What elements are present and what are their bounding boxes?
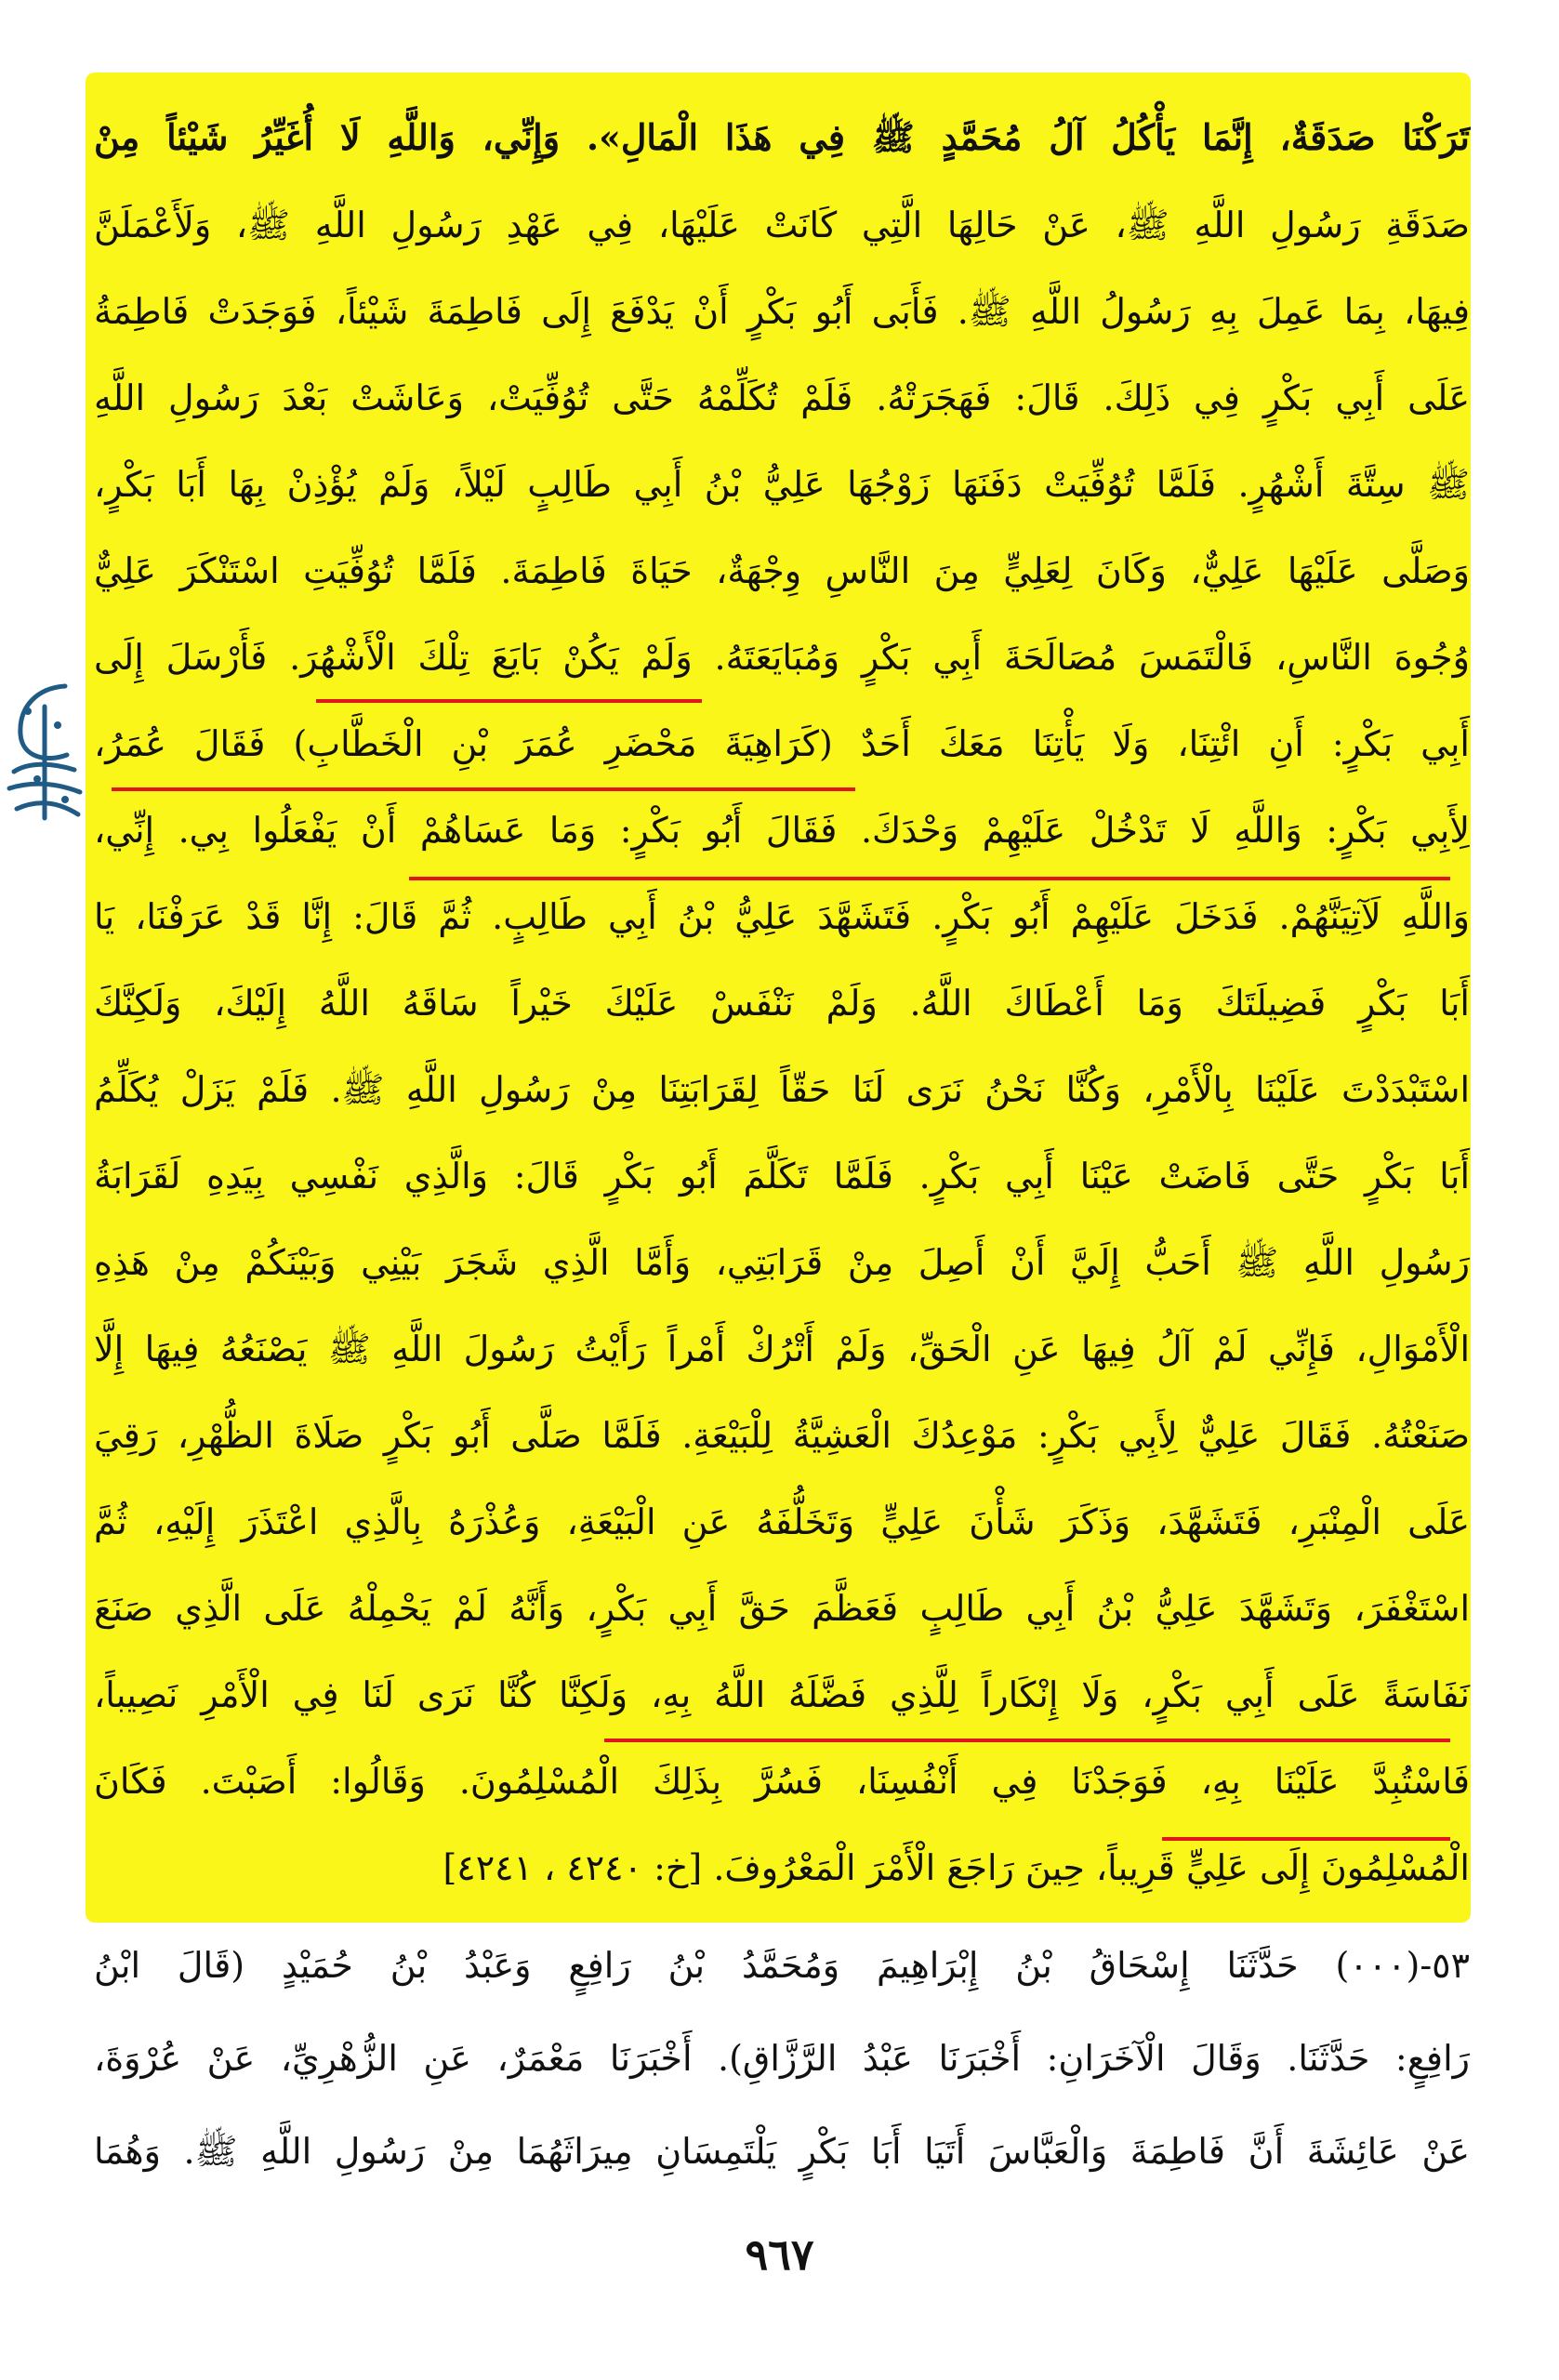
text-line: فَاسْتُبِدَّ عَلَيْنَا بِهِ، فَوَجَدْنَا فِي أَنْفُسِنَا، فَسُرَّ بِذَلِكَ الْمُسْلِمُونَ. وَقَالُوا: أَصَبْتَ. فَكَانَ: [94, 1761, 1470, 1802]
text-line: أَبَا بَكْرٍ فَضِيلَتَكَ وَمَا أَعْطَاكَ اللَّهُ. وَلَمْ نَنْفَسْ عَلَيْكَ خَيْراً سَاقَهُ اللَّهُ إِلَيْكَ، وَلَكِنَّكَ: [94, 983, 1470, 1024]
text-line: عَلَى أَبِي بَكْرٍ فِي ذَلِكَ. قَالَ: فَهَجَرَتْهُ. فَلَمْ تُكَلِّمْهُ حَتَّى تُوُفِّيَتْ، وَعَاشَتْ بَعْدَ رَسُولِ اللَّهِ: [94, 377, 1470, 418]
red-underline: [409, 877, 1450, 880]
text-line: أَبِي بَكْرٍ: أَنِ ائْتِنَا، وَلَا يَأْتِنَا مَعَكَ أَحَدٌ (كَرَاهِيَةَ مَحْضَرِ عُمَرَ بْنِ الْخَطَّابِ) فَقَالَ عُمَرُ،: [94, 723, 1470, 764]
text-line: ﷺ سِتَّةَ أَشْهُرٍ. فَلَمَّا تُوُفِّيَتْ دَفَنَهَا زَوْجُهَا عَلِيُّ بْنُ أَبِي طَالِبٍ لَيْلاً، وَلَمْ يُؤْذِنْ بِهَا أَبَا بَكْرٍ،: [94, 464, 1470, 505]
text-line: الْأَمْوَالِ، فَإِنِّي لَمْ آلُ فِيهَا عَنِ الْحَقِّ، وَلَمْ أَتْرُكْ أَمْراً رَأَيْتُ رَسُولَ اللَّهِ ﷺ يَصْنَعُهُ فِيهَا إِلَّا: [94, 1329, 1470, 1369]
text-line: وَاللَّهِ لَآتِيَنَّهُمْ. فَدَخَلَ عَلَيْهِمْ أَبُو بَكْرٍ. فَتَشَهَّدَ عَلِيُّ بْنُ أَبِي طَالِبٍ. ثُمَّ قَالَ: إِنَّا قَدْ عَرَفْنَا، يَا: [94, 896, 1470, 937]
page-number: ٩٦٧: [745, 2229, 814, 2280]
red-underline: [316, 699, 702, 703]
footer-line: عَنْ عَائِشَةَ أَنَّ فَاطِمَةَ وَالْعَبَّاسَ أَتَيَا أَبَا بَكْرٍ يَلْتَمِسَانِ مِيرَاثَهُمَا مِنْ رَسُولِ اللَّهِ ﷺ. وَهُمَا: [94, 2131, 1470, 2172]
text-line: تَرَكْنَا صَدَقَةٌ، إِنَّمَا يَأْكُلُ آلُ مُحَمَّدٍ ﷺ فِي هَذَا الْمَالِ». وَإِنِّي، وَاللَّهِ لَا أُغَيِّرُ شَيْئاً مِنْ: [94, 116, 1470, 158]
text-line: وُجُوهَ النَّاسِ، فَالْتَمَسَ مُصَالَحَةَ أَبِي بَكْرٍ وَمُبَايَعَتَهُ. وَلَمْ يَكُنْ بَايَعَ تِلْكَ الْأَشْهُرَ. فَأَرْسَلَ إِلَى: [94, 637, 1470, 678]
text-line: صَدَقَةِ رَسُولِ اللَّهِ ﷺ، عَنْ حَالِهَا الَّتِي كَانَتْ عَلَيْهَا، فِي عَهْدِ رَسُولِ اللَّهِ ﷺ، وَلَأَعْمَلَنَّ: [94, 205, 1470, 245]
footer-line: ٥٣-(٠٠٠) حَدَّثَنَا إِسْحَاقُ بْنُ إِبْرَاهِيمَ وَمُحَمَّدُ بْنُ رَافِعٍ وَعَبْدُ بْنُ حُمَيْدٍ (قَالَ ابْنُ: [94, 1945, 1470, 1986]
text-line: الْمُسْلِمُونَ إِلَى عَلِيٍّ قَرِيباً، حِينَ رَاجَعَ الْأَمْرَ الْمَعْرُوفَ. [خ: ٤٢٤٠ ، ٤٢٤١]: [443, 1847, 1470, 1888]
red-underline: [604, 1739, 1450, 1742]
text-line: صَنَعْتُهُ. فَقَالَ عَلِيٌّ لِأَبِي بَكْرٍ: مَوْعِدُكَ الْعَشِيَّةُ لِلْبَيْعَةِ. فَلَمَّا صَلَّى أَبُو بَكْرٍ صَلَاةَ الظُّهْرِ، رَقِيَ: [94, 1415, 1470, 1456]
calligraphy-seal-icon: [0, 669, 91, 832]
text-line: نَفَاسَةً عَلَى أَبِي بَكْرٍ، وَلَا إِنْكَاراً لِلَّذِي فَضَّلَهُ اللَّهُ بِهِ، وَلَكِنَّا كُنَّا نَرَى لَنَا فِي الْأَمْرِ نَصِيباً،: [94, 1674, 1470, 1715]
red-underline: [112, 787, 855, 791]
text-line: اسْتَغْفَرَ، وَتَشَهَّدَ عَلِيُّ بْنُ أَبِي طَالِبٍ فَعَظَّمَ حَقَّ أَبِي بَكْرٍ، وَأَنَّهُ لَمْ يَحْمِلْهُ عَلَى الَّذِي صَنَعَ: [94, 1588, 1470, 1629]
text-line: فِيهَا، بِمَا عَمِلَ بِهِ رَسُولُ اللَّهِ ﷺ. فَأَبَى أَبُو بَكْرٍ أَنْ يَدْفَعَ إِلَى فَاطِمَةَ شَيْئاً، فَوَجَدَتْ فَاطِمَةُ: [94, 291, 1470, 332]
text-line: وَصَلَّى عَلَيْهَا عَلِيٌّ، وَكَانَ لِعَلِيٍّ مِنَ النَّاسِ وِجْهَةٌ، حَيَاةَ فَاطِمَةَ. فَلَمَّا تُوُفِّيَتِ اسْتَنْكَرَ عَلِيٌّ: [94, 550, 1470, 591]
footer-line: رَافِعٍ: حَدَّثَنَا. وَقَالَ الْآخَرَانِ: أَخْبَرَنَا عَبْدُ الرَّزَّاقِ). أَخْبَرَنَا مَعْمَرٌ، عَنِ الزُّهْرِيِّ، عَنْ عُرْوَةَ،: [94, 2038, 1470, 2079]
red-underline: [1162, 1837, 1450, 1841]
text-line: عَلَى الْمِنْبَرِ، فَتَشَهَّدَ، وَذَكَرَ شَأْنَ عَلِيٍّ وَتَخَلُّفَهُ عَنِ الْبَيْعَةِ، وَعُذْرَهُ بِالَّذِي اعْتَذَرَ إِلَيْهِ، ثُمَّ: [94, 1501, 1470, 1542]
text-line: اسْتَبْدَدْتَ عَلَيْنَا بِالْأَمْرِ، وَكُنَّا نَحْنُ نَرَى لَنَا حَقّاً لِقَرَابَتِنَا مِنْ رَسُولِ اللَّهِ ﷺ. فَلَمْ يَزَلْ يُكَلِّمُ: [94, 1069, 1470, 1110]
text-line: أَبَا بَكْرٍ حَتَّى فَاضَتْ عَيْنَا أَبِي بَكْرٍ. فَلَمَّا تَكَلَّمَ أَبُو بَكْرٍ قَالَ: وَالَّذِي نَفْسِي بِيَدِهِ لَقَرَابَةُ: [94, 1156, 1470, 1197]
text-line: لِأَبِي بَكْرٍ: وَاللَّهِ لَا تَدْخُلْ عَلَيْهِمْ وَحْدَكَ. فَقَالَ أَبُو بَكْرٍ: وَمَا عَسَاهُمْ أَنْ يَفْعَلُوا بِي. إِنِّي،: [94, 810, 1470, 851]
text-line: رَسُولِ اللَّهِ ﷺ أَحَبُّ إِلَيَّ أَنْ أَصِلَ مِنْ قَرَابَتِي، وَأَمَّا الَّذِي شَجَرَ بَيْنِي وَبَيْنَكُمْ مِنْ هَذِهِ: [94, 1242, 1470, 1283]
